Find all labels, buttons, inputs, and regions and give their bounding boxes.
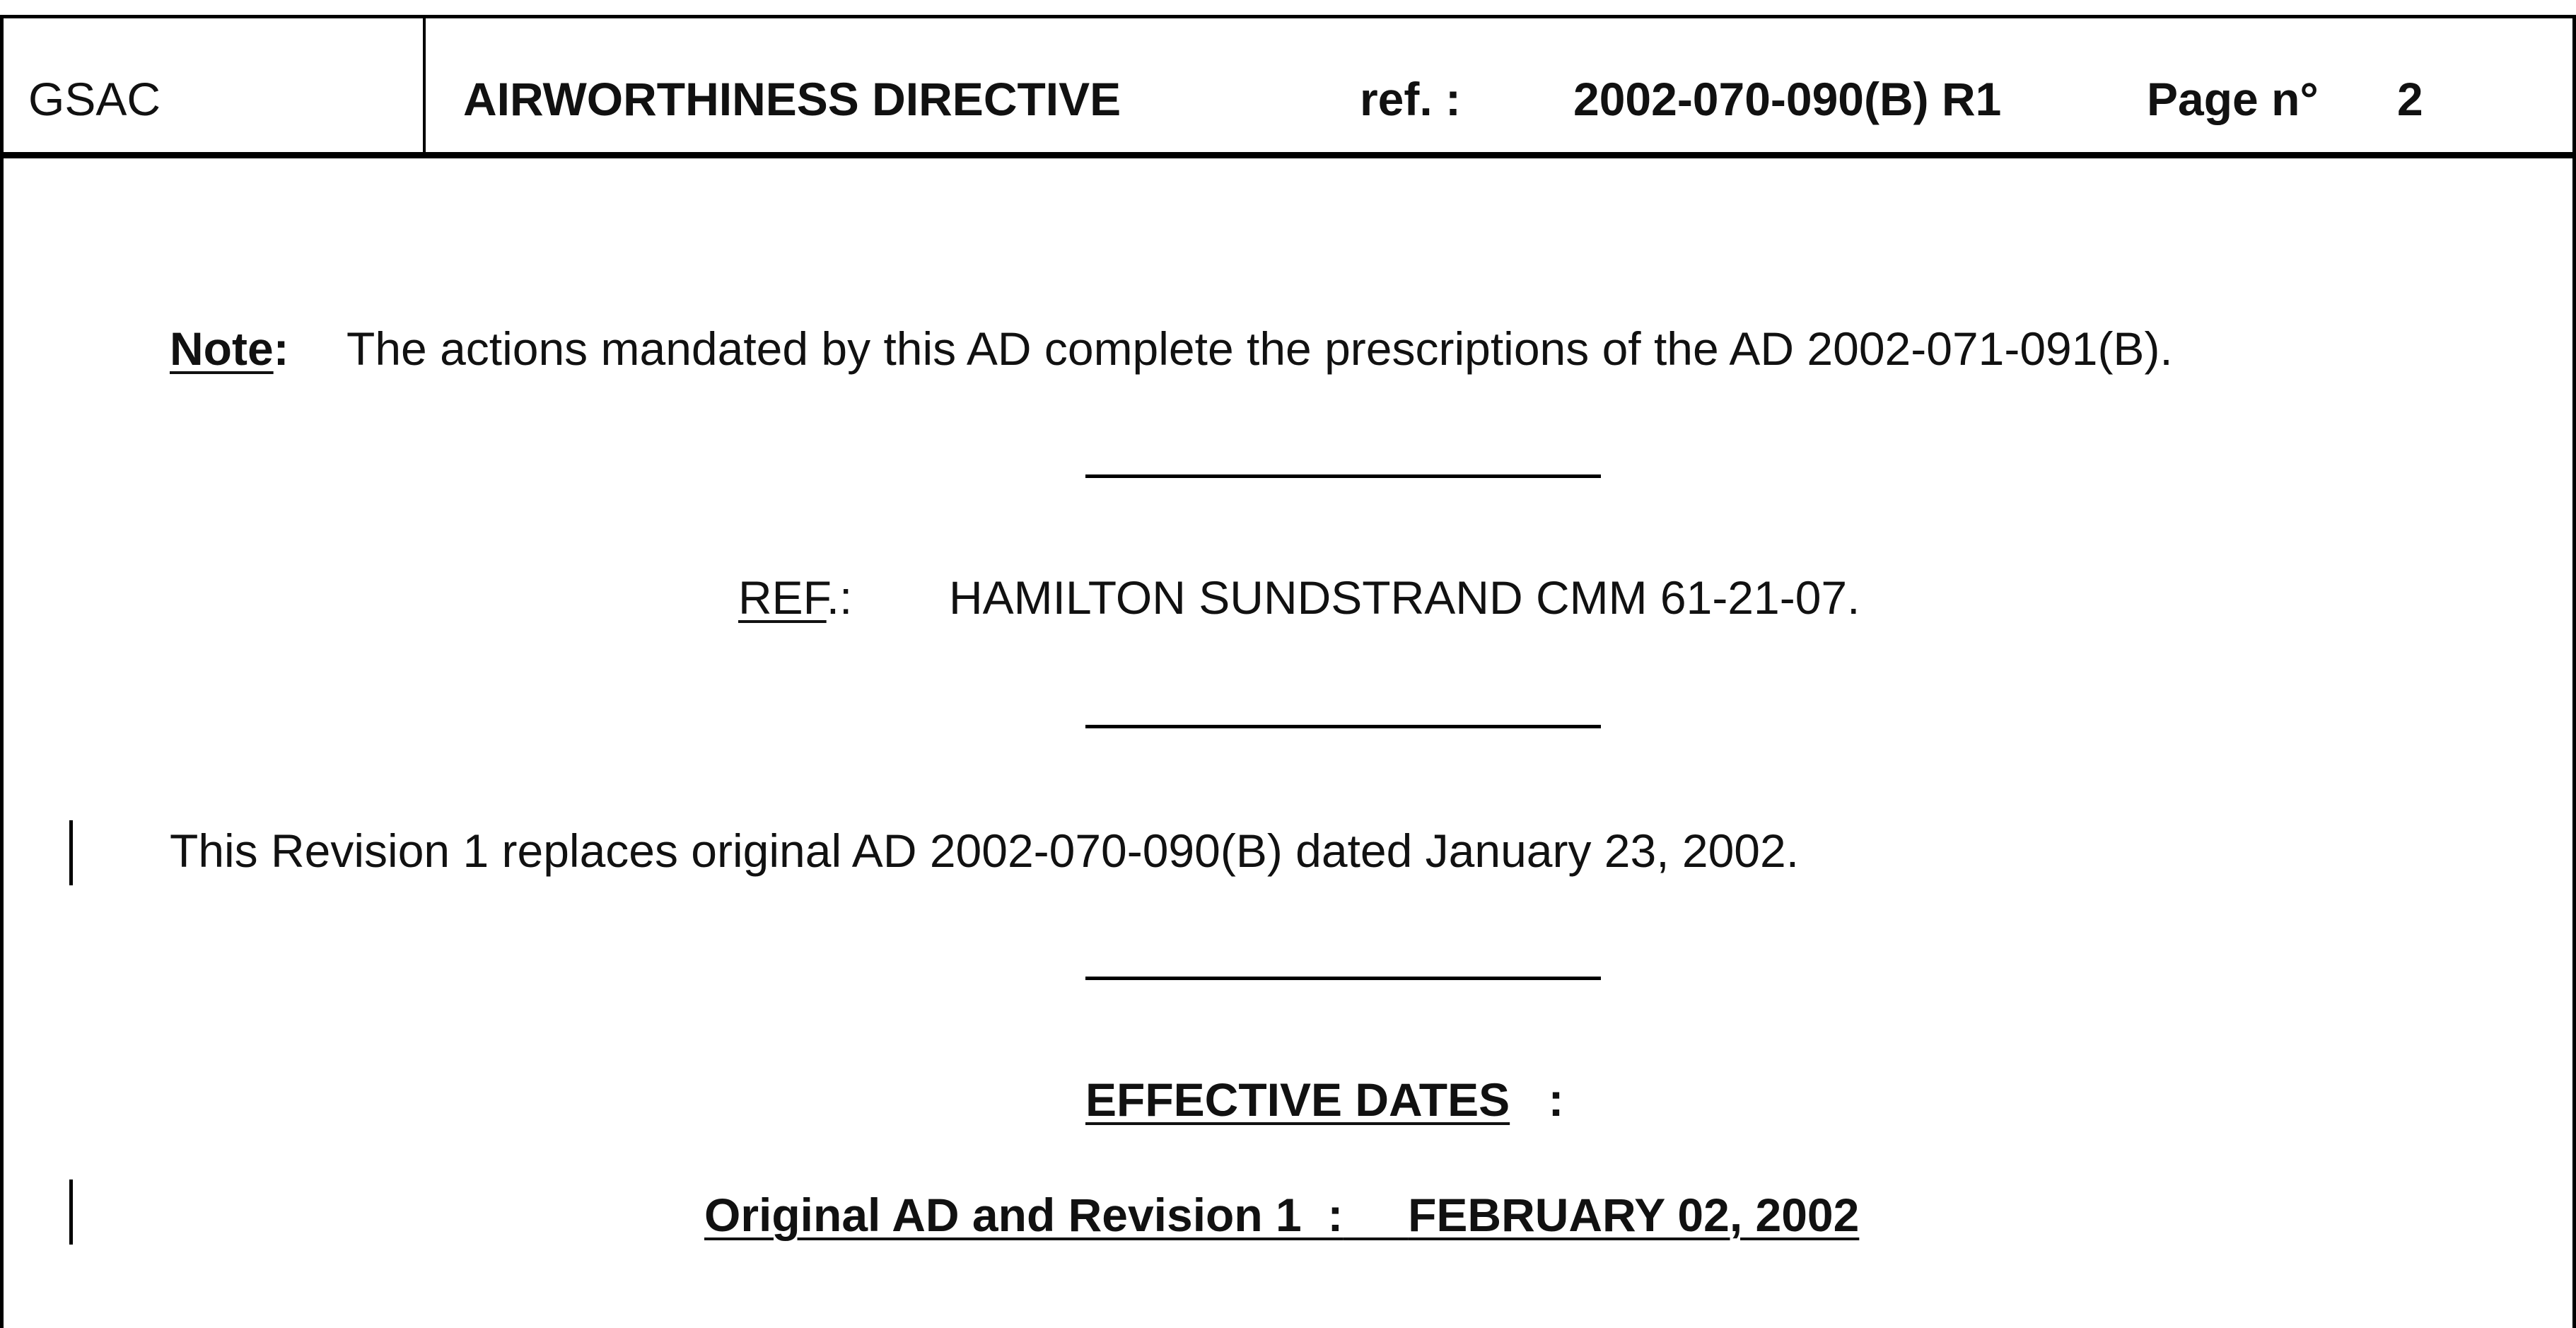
revision-bar	[69, 820, 73, 885]
note-paragraph	[170, 320, 2173, 377]
header-ref-value: 2002-070-090(B) R1	[1573, 73, 2002, 125]
header-page-label: Page n°	[2147, 73, 2319, 125]
effective-line-label: Original AD and Revision 1 :	[704, 1189, 1344, 1241]
ref-suffix: .:	[826, 571, 853, 624]
reference-line	[738, 569, 1860, 626]
note-label: Note	[170, 322, 274, 375]
effective-line-spacer	[1343, 1189, 1408, 1241]
header-ref-label: ref. :	[1360, 73, 1462, 125]
effective-dates-colon: :	[1548, 1073, 1564, 1126]
revision-text: This Revision 1 replaces original AD 2002-070-090(B) dated January 23, 2002.	[170, 825, 1800, 877]
note-text: The actions mandated by this AD complete the prescriptions of the AD 2002-071-091(B).	[346, 322, 2173, 375]
note-colon: :	[273, 322, 289, 375]
revision-bar	[69, 1180, 73, 1245]
ref-label: REF	[738, 571, 827, 624]
separator-rule	[1085, 725, 1601, 728]
separator-rule	[1085, 474, 1601, 478]
ref-value: HAMILTON SUNDSTRAND CMM 61-21-07.	[949, 571, 1860, 624]
effective-dates-title: EFFECTIVE DATES	[1085, 1073, 1510, 1126]
separator-rule	[1085, 977, 1601, 980]
header-bottom-border	[0, 152, 2576, 158]
header-doc-type: AIRWORTHINESS DIRECTIVE	[463, 73, 1121, 125]
header-divider	[423, 15, 426, 155]
page-frame	[0, 15, 2576, 1328]
effective-dates-heading	[1085, 1071, 1563, 1128]
header-top-border	[0, 15, 2576, 18]
header-page-number: 2	[2397, 73, 2423, 125]
header-org: GSAC	[28, 73, 161, 125]
effective-dates-line	[704, 1187, 1859, 1243]
effective-line-date: FEBRUARY 02, 2002	[1408, 1189, 1860, 1241]
